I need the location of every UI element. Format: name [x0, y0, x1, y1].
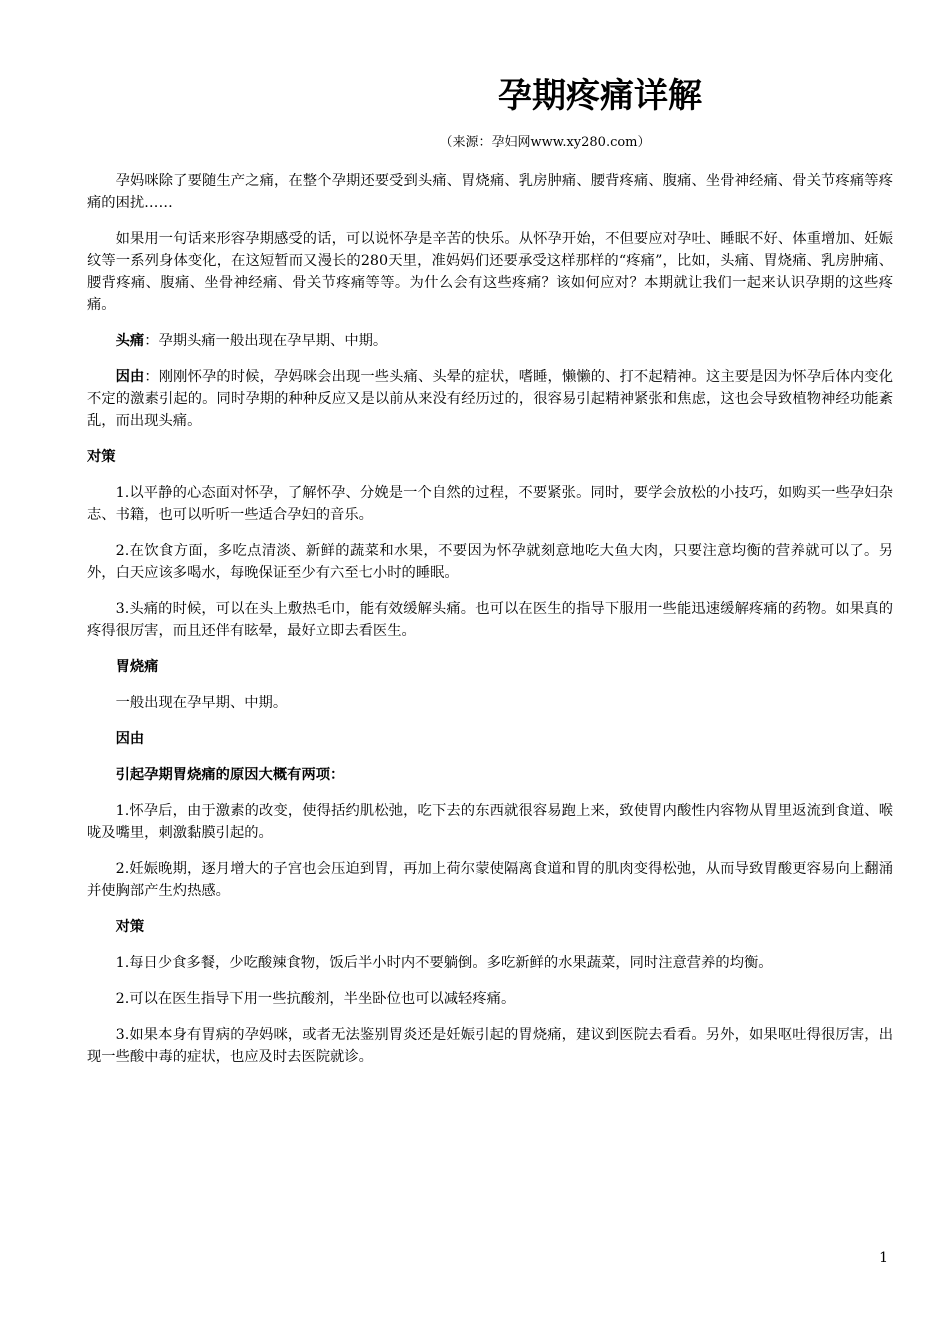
heartburn-text: 一般出现在孕早期、中期。 [115, 695, 288, 711]
source-line: （来源：孕妇网www.xy280.com） [439, 135, 651, 150]
heartburn-measure-3: 3.如果本身有胃病的孕妈咪，或者无法鉴别胃炎还是妊娠引起的胃烧痛，建议到医院去看看。另外，如果呕吐得很厉害，出现一些酸中毒的症状，也应及时去医院就诊。 [87, 1027, 893, 1065]
headache-text: ：孕期头痛一般出现在孕早期、中期。 [144, 333, 388, 349]
heartburn-heading: 胃烧痛 [115, 659, 159, 675]
headache-label: 头痛 [115, 333, 145, 349]
headache-measure-1: 1.以平静的心态面对怀孕，了解怀孕、分娩是一个自然的过程，不要紧张。同时，要学会放松的小技巧，如购买一些孕妇杂志、书籍，也可以听听一些适合孕妇的音乐。 [87, 485, 893, 523]
headache-measures-heading: 对策 [87, 449, 116, 465]
document-title: 孕期疼痛详解 [498, 76, 702, 116]
headache-cause-label: 因由 [115, 369, 145, 385]
heartburn-cause-1: 1.怀孕后，由于激素的改变，使得括约肌松弛，吃下去的东西就很容易跑上来，致使胃内酸性内容物从胃里返流到食道、喉咙及嘴里，刺激黏膜引起的。 [87, 803, 893, 841]
intro-paragraph-2: 如果用一句话来形容孕期感受的话，可以说怀孕是辛苦的快乐。从怀孕开始，不但要应对孕吐、睡眠不好、体重增加、妊娠纹等一系列身体变化，在这短暂而又漫长的280天里，准妈妈们还要承受这样那样的“疼痛”，比如，头痛、胃烧痛、乳房肿痛、腰背疼痛、腹痛、坐骨神经痛、骨关节疼痛等等。为什么会有这些疼痛？该如何应对？本期就让我们一起来认识孕期的这些疼痛。 [87, 231, 893, 313]
document-page [87, 70, 893, 1082]
headache-paragraph [87, 330, 893, 352]
intro-paragraph-1: 孕妈咪除了要随生产之痛，在整个孕期还要受到头痛、胃烧痛、乳房肿痛、腰背疼痛、腹痛、坐骨神经痛、骨关节疼痛等疼痛的困扰…… [87, 173, 893, 211]
heartburn-measure-1: 1.每日少食多餐，少吃酸辣食物，饭后半小时内不要躺倒。多吃新鲜的水果蔬菜，同时注意营养的均衡。 [115, 955, 773, 971]
heartburn-measures-heading: 对策 [115, 919, 145, 935]
heartburn-measure-2: 2.可以在医生指导下用一些抗酸剂，半坐卧位也可以减轻疼痛。 [115, 991, 516, 1007]
headache-cause-paragraph [87, 366, 893, 432]
page-number: 1 [879, 1250, 888, 1266]
headache-measure-2: 2.在饮食方面，多吃点清淡、新鲜的蔬菜和水果，不要因为怀孕就刻意地吃大鱼大肉，只要注意均衡的营养就可以了。另外，白天应该多喝水，每晚保证至少有六至七小时的睡眠。 [87, 543, 893, 581]
heartburn-cause-heading: 因由 [115, 731, 145, 747]
headache-cause-text: ：刚刚怀孕的时候，孕妈咪会出现一些头痛、头晕的症状，嗜睡，懒懒的、打不起精神。这主要是因为怀孕后体内变化不定的激素引起的。同时孕期的种种反应又是以前从来没有经历过的，很容易引起精神紧张和焦虑，这也会导致植物神经功能紊乱，而出现头痛。 [87, 369, 893, 429]
heartburn-cause-intro: 引起孕期胃烧痛的原因大概有两项： [115, 767, 345, 783]
headache-measure-3: 3.头痛的时候，可以在头上敷热毛巾，能有效缓解头痛。也可以在医生的指导下服用一些能迅速缓解疼痛的药物。如果真的疼得很厉害，而且还伴有眩晕，最好立即去看医生。 [87, 601, 893, 639]
heartburn-cause-2: 2.妊娠晚期，逐月增大的子宫也会压迫到胃，再加上荷尔蒙使隔离食道和胃的肌肉变得松弛，从而导致胃酸更容易向上翻涌并使胸部产生灼热感。 [87, 861, 893, 899]
